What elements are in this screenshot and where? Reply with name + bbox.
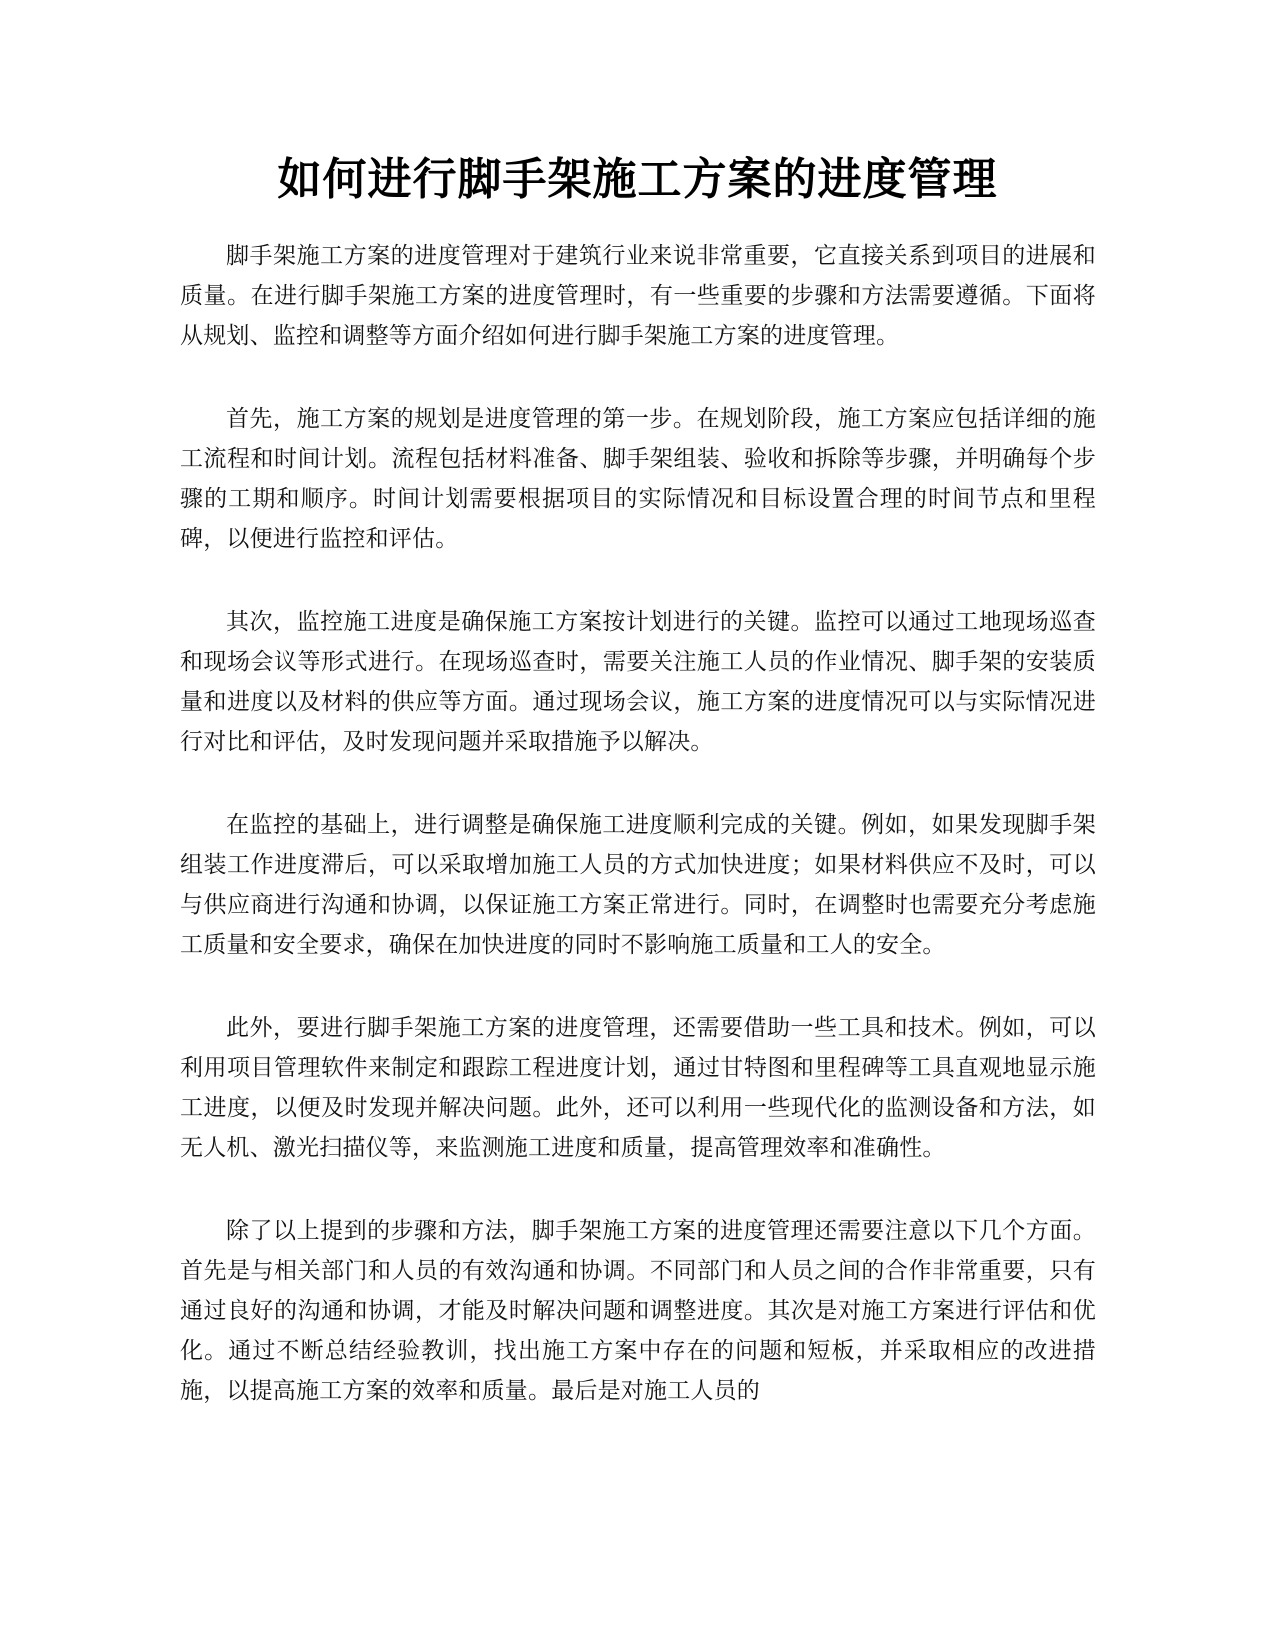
paragraph-planning: 首先，施工方案的规划是进度管理的第一步。在规划阶段，施工方案应包括详细的施工流程和时间计划。流程包括材料准备、脚手架组装、验收和拆除等步骤，并明确每个步骤的工期和顺序。时间计划需要根据项目的实际情况和目标设置合理的时间节点和里程碑，以便进行监控和评估。	[180, 406, 1096, 552]
paragraph-adjustment: 在监控的基础上，进行调整是确保施工进度顺利完成的关键。例如，如果发现脚手架组装工作进度滞后，可以采取增加施工人员的方式加快进度；如果材料供应不及时，可以与供应商进行沟通和协调，以保证施工方案正常进行。同时，在调整时也需要充分考虑施工质量和安全要求，确保在加快进度的同时不影响施工质量和工人的安全。	[180, 812, 1096, 958]
paragraph-intro: 脚手架施工方案的进度管理对于建筑行业来说非常重要，它直接关系到项目的进展和质量。在进行脚手架施工方案的进度管理时，有一些重要的步骤和方法需要遵循。下面将从规划、监控和调整等方面介绍如何进行脚手架施工方案的进度管理。	[180, 243, 1096, 349]
paragraph-other-aspects: 除了以上提到的步骤和方法，脚手架施工方案的进度管理还需要注意以下几个方面。首先是与相关部门和人员的有效沟通和协调。不同部门和人员之间的合作非常重要，只有通过良好的沟通和协调，才能及时解决问题和调整进度。其次是对施工方案进行评估和优化。通过不断总结经验教训，找出施工方案中存在的问题和短板，并采取相应的改进措施，以提高施工方案的效率和质量。最后是对施工人员的	[180, 1218, 1096, 1404]
paragraph-monitoring: 其次，监控施工进度是确保施工方案按计划进行的关键。监控可以通过工地现场巡查和现场会议等形式进行。在现场巡查时，需要关注施工人员的作业情况、脚手架的安装质量和进度以及材料的供应等方面。通过现场会议，施工方案的进度情况可以与实际情况进行对比和评估，及时发现问题并采取措施予以解决。	[180, 609, 1096, 755]
document-body	[180, 236, 1096, 1411]
document-title: 如何进行脚手架施工方案的进度管理	[277, 154, 998, 205]
paragraph-tools: 此外，要进行脚手架施工方案的进度管理，还需要借助一些工具和技术。例如，可以利用项目管理软件来制定和跟踪工程进度计划，通过甘特图和里程碑等工具直观地显示施工进度，以便及时发现并解决问题。此外，还可以利用一些现代化的监测设备和方法，如无人机、激光扫描仪等，来监测施工进度和质量，提高管理效率和准确性。	[180, 1015, 1096, 1161]
